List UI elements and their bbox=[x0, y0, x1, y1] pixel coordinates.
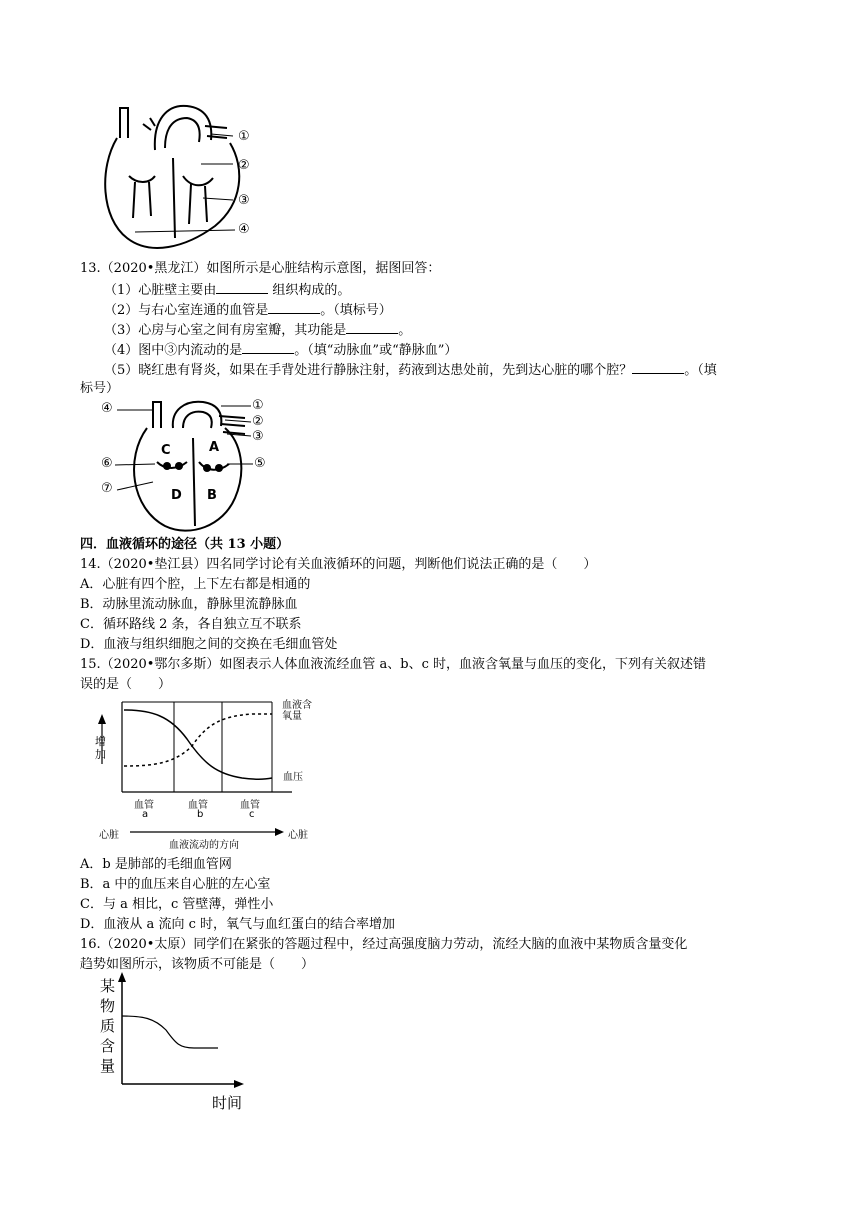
q15-cat-c-top: 血管 bbox=[240, 800, 260, 811]
q13-item-3-post: 。 bbox=[398, 323, 412, 338]
q13-item-3 bbox=[104, 320, 411, 340]
q15-x-end-label: 心脏 bbox=[288, 830, 308, 841]
q15-series-oxygen bbox=[124, 714, 272, 766]
q13-blank-2[interactable] bbox=[268, 300, 320, 314]
q16-ylabel-1: 某 bbox=[100, 977, 116, 995]
q15-legend-pressure: 血压 bbox=[283, 772, 303, 783]
q15-cat-b-bottom: b bbox=[197, 809, 204, 820]
q15-cat-c-bottom: c bbox=[249, 809, 255, 820]
q15-ylabel: 增加 bbox=[95, 735, 106, 761]
q13-blank-5[interactable] bbox=[632, 360, 684, 374]
q13-item-5-post: 。（填 bbox=[684, 363, 717, 378]
q13-blank-3[interactable] bbox=[346, 320, 398, 334]
q13-item-2-pre: （2）与右心室连通的血管是 bbox=[104, 303, 269, 318]
q16-ylabel-3: 质 bbox=[100, 1017, 116, 1035]
q15-option-c[interactable]: C．与 a 相比，c 管壁薄，弹性小 bbox=[80, 897, 274, 912]
q15-legend-oxygen: 血液含氧量 bbox=[282, 700, 312, 722]
fig2-callout-2: ② bbox=[252, 414, 264, 429]
chamber-label-c: C bbox=[161, 443, 171, 458]
q15-option-a[interactable]: A．b 是肺部的毛细血管网 bbox=[80, 857, 232, 872]
q15-y-arrowhead bbox=[98, 714, 106, 724]
q16-ylabel-5: 量 bbox=[100, 1057, 116, 1075]
q15-cat-a-bottom: a bbox=[142, 809, 149, 820]
callout-2: ② bbox=[238, 158, 250, 173]
q13-blank-4[interactable] bbox=[242, 340, 294, 354]
section-title: 四．血液循环的途径（共 13 小题） bbox=[80, 537, 290, 552]
callout-3: ③ bbox=[238, 193, 250, 208]
fig2-callout-7: ⑦ bbox=[101, 481, 113, 496]
q15-x-start-label: 心脏 bbox=[99, 830, 119, 841]
q13-item-4 bbox=[104, 340, 457, 360]
q13-stem: 13.（2020•黑龙江）如图所示是心脏结构示意图，据图回答： bbox=[80, 261, 441, 276]
q13-item-1-post: 组织构成的。 bbox=[268, 283, 351, 298]
q13-item-4-post: 。（填“动脉血”或“静脉血”） bbox=[294, 343, 458, 358]
q16-stem-line1: 16.（2020•太原）同学们在紧张的答题过程中，经过高强度脑力劳动，流经大脑的血液中某物质含量变化 bbox=[80, 937, 688, 952]
q13-item-2-post: 。（填标号） bbox=[320, 303, 392, 318]
q15-option-d[interactable]: D．血液从 a 流向 c 时，氧气与血红蛋白的结合率增加 bbox=[80, 917, 395, 932]
q14-option-d[interactable]: D．血液与组织细胞之间的交换在毛细血管处 bbox=[80, 637, 338, 652]
fig2-callout-4: ④ bbox=[101, 401, 113, 416]
q16-xlabel: 时间 bbox=[212, 1094, 243, 1112]
q15-stem-line1: 15.（2020•鄂尔多斯）如图表示人体血液流经血管 a、b、c 时，血液含氧量与血压的变化，下列有关叙述错 bbox=[80, 657, 707, 672]
q15-stem-line2: 误的是（ ） bbox=[80, 677, 172, 692]
q15-xlabel: 血液流动的方向 bbox=[169, 840, 239, 851]
chamber-label-b: B bbox=[207, 488, 217, 503]
chamber-label-a: A bbox=[209, 440, 220, 455]
callout-4: ④ bbox=[238, 222, 250, 237]
q16-series bbox=[122, 1016, 218, 1048]
q13-item-3-pre: （3）心房与心室之间有房室瓣，其功能是 bbox=[104, 323, 347, 338]
fig2-callout-3: ③ bbox=[252, 429, 264, 444]
q13-item-4-pre: （4）图中③内流动的是 bbox=[104, 343, 243, 358]
q16-stem-line2: 趋势如图所示，该物质不可能是（ ） bbox=[80, 957, 315, 972]
q13-item-1-pre: （1）心脏壁主要由 bbox=[104, 283, 217, 298]
q16-y-arrowhead bbox=[118, 972, 126, 982]
callout-1: ① bbox=[238, 129, 250, 144]
q15-cat-b-top: 血管 bbox=[188, 800, 208, 811]
q14-option-b[interactable]: B．动脉里流动脉血，静脉里流静脉血 bbox=[80, 597, 298, 612]
q13-item-2 bbox=[104, 300, 392, 320]
q13-blank-1[interactable] bbox=[216, 280, 268, 294]
q16-ylabel-2: 物 bbox=[100, 997, 116, 1015]
chamber-label-d: D bbox=[171, 488, 182, 503]
q16-x-arrowhead bbox=[234, 1080, 244, 1088]
q13-item-5-cont: 标号） bbox=[80, 381, 120, 396]
q16-chart bbox=[118, 972, 258, 1092]
q15-flow-arrowhead bbox=[275, 828, 284, 836]
q13-item-5-pre: （5）晓红患有肾炎，如果在手背处进行静脉注射，药液到达患处前，先到达心脏的哪个腔？ bbox=[104, 363, 633, 378]
fig2-callout-6: ⑥ bbox=[101, 456, 113, 471]
q14-option-c[interactable]: C．循环路线 2 条，各自独立互不联系 bbox=[80, 617, 302, 632]
q14-stem: 14.（2020•垫江县）四名同学讨论有关血液循环的问题，判断他们说法正确的是（ ） bbox=[80, 557, 597, 572]
q15-chart bbox=[92, 694, 352, 854]
q15-option-b[interactable]: B．a 中的血压来自心脏的左心室 bbox=[80, 877, 271, 892]
fig2-callout-1: ① bbox=[252, 398, 264, 413]
q15-series-pressure bbox=[124, 710, 272, 779]
q13-item-1 bbox=[104, 280, 350, 300]
q15-cat-a-top: 血管 bbox=[134, 800, 154, 811]
q13-item-5 bbox=[104, 360, 717, 380]
q14-option-a[interactable]: A．心脏有四个腔，上下左右都是相通的 bbox=[80, 577, 311, 592]
q16-ylabel-4: 含 bbox=[100, 1037, 116, 1055]
fig2-callout-5: ⑤ bbox=[254, 456, 266, 471]
